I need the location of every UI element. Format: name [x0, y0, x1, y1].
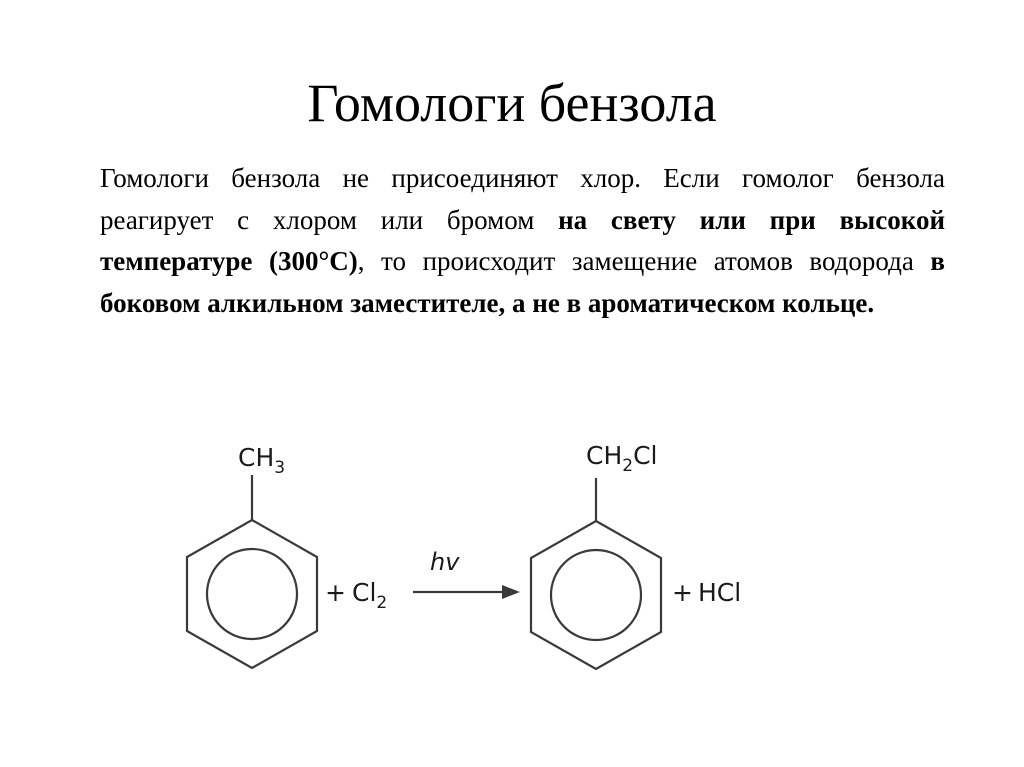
- body-bold-side-chain: в боковом алкильном заместителе, а не в ароматическом кольце.: [100, 246, 945, 318]
- reaction-scheme: [0, 420, 1024, 720]
- benzyl-chloride-structure: [531, 478, 661, 669]
- reaction-arrow: [413, 585, 520, 599]
- plus-sign-1: +: [325, 578, 346, 607]
- chlorine-reagent: $Cl_2$: [352, 578, 388, 613]
- reaction-condition: hv: [430, 548, 460, 576]
- body-bold-conditions: на свету или при высокой температуре (300°С): [100, 204, 945, 276]
- slide-title: Гомологи бензола: [307, 73, 717, 133]
- body-text-part-2: , то происходит замещение атомов водорода: [357, 246, 931, 276]
- product-ch2cl-label: $CH_2Cl$: [586, 441, 658, 476]
- slide-body-text: [100, 158, 945, 324]
- toluene-aromatic-circle: [207, 549, 297, 639]
- product-aromatic-circle: [551, 550, 641, 640]
- reaction-scheme-svg: [0, 420, 1024, 720]
- hcl-byproduct: HCl: [698, 578, 742, 607]
- body-text-part-1: Гомологи бензола не присоединяют хлор. Если гомолог бензола реагирует с хлором или бромом: [100, 163, 945, 235]
- toluene-structure: [187, 475, 317, 668]
- toluene-methyl-label: $CH_3$: [238, 443, 286, 478]
- plus-sign-2: +: [672, 578, 693, 607]
